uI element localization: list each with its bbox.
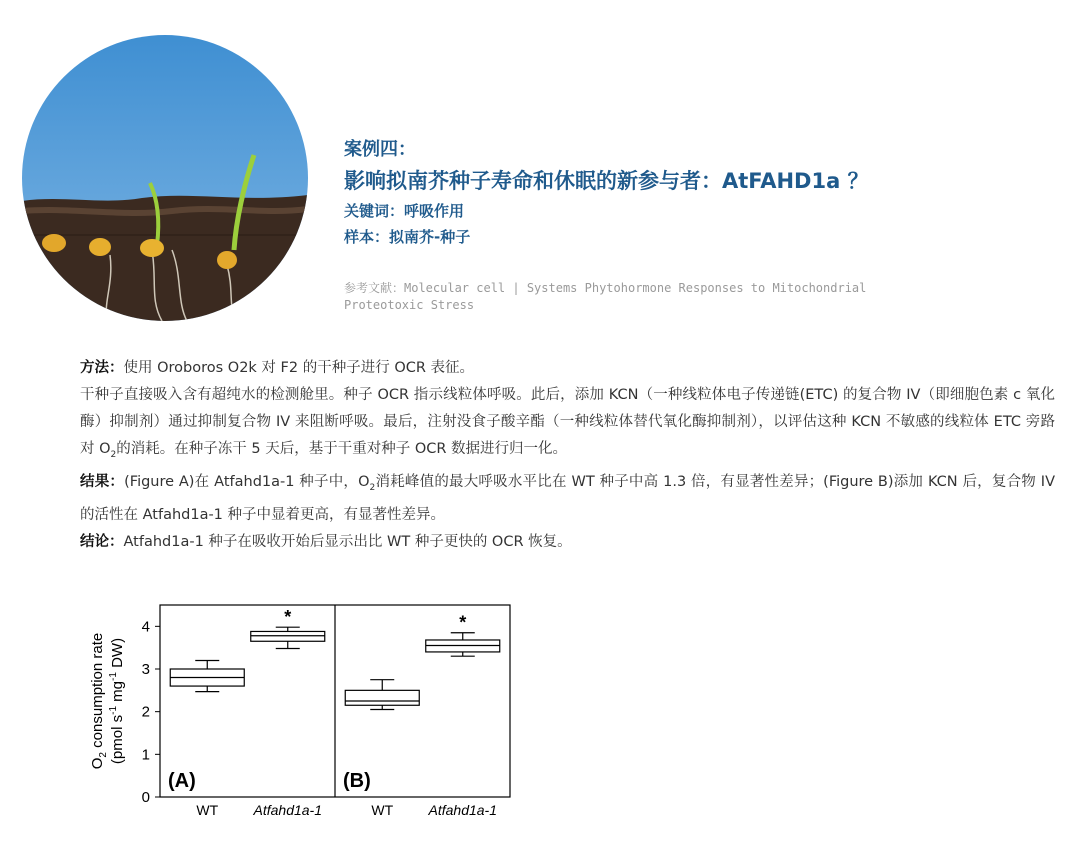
description-text-2: 的消耗。在种子冻干 5 天后，基于干重对种子 OCR 数据进行归一化。 [116, 441, 568, 457]
result-text-2: 消耗峰值的最大呼吸水平比在 WT 种子中高 1.3 倍，有显著性差异；(Figure B)添加 KCN 后，复合物 IV 的活性在 Atfahd1a-1 种子中显着更高，有显著性差异。 [80, 473, 1055, 523]
result-subscript: 2 [369, 482, 376, 493]
sample-label: 样本：拟南芥-种子 [344, 228, 471, 246]
x-tick-label: WT [196, 802, 219, 818]
conclusion-label: 结论： [80, 533, 124, 550]
panel-label: (B) [343, 770, 371, 792]
conclusion-text: Atfahd1a-1 种子在吸收开始后显示出比 WT 种子更快的 OCR 恢复。 [123, 533, 572, 550]
method-label: 方法： [80, 360, 124, 376]
description-subscript: 2 [110, 449, 117, 460]
reference-line-1: 参考文献：Molecular cell | Systems Phytohormone Responses to Mitochondrial [344, 281, 867, 295]
y-tick-label: 1 [141, 746, 150, 764]
y-tick-label: 4 [141, 618, 150, 636]
case-label: 案例四： [344, 139, 416, 160]
article-body [80, 355, 1055, 556]
x-tick-label: WT [371, 802, 394, 818]
box [345, 690, 419, 705]
panel-label: (A) [168, 770, 196, 792]
seedling-photo [22, 35, 308, 321]
result-text: (Figure A)在 Atfahd1a-1 种子中，O [124, 473, 370, 490]
y-axis-label-line-1: $O_2$ consumption rate [89, 632, 109, 770]
y-tick-label: 2 [141, 703, 150, 721]
reference-line-2: Proteotoxic Stress [344, 298, 475, 312]
box [251, 631, 325, 641]
description-text: 干种子直接吸入含有超纯水的检测舱里。种子 OCR 指示线粒体呼吸。此后，添加 KCN（一种线粒体电子传递链(ETC) 的复合物 IV（即细胞色素 c 氧化酶）抑制剂）通过抑制复合物 IV 来阻断呼吸。最后，注射没食子酸辛酯（一种线粒体替代氧化酶抑制剂），以评估这种 KCN 不敏感的线粒体 ETC 旁路对 O [80, 387, 1055, 457]
method-text: 使用 Oroboros O2k 对 F2 的干种子进行 OCR 表征。 [123, 360, 475, 376]
x-tick-label: Atfahd1a-1 [428, 802, 497, 818]
page-title: 影响拟南芥种子寿命和休眠的新参与者：AtFAHD1a ？ [344, 169, 869, 193]
result-label: 结果： [80, 473, 125, 490]
keywords: 关键词：呼吸作用 [344, 202, 465, 220]
method-paragraph [80, 355, 1055, 382]
significance-mark: * [459, 612, 467, 633]
y-tick-label: 3 [141, 661, 150, 678]
reference [344, 280, 964, 314]
x-tick-label: Atfahd1a-1 [253, 802, 322, 818]
o2-consumption-chart [80, 595, 530, 825]
result-paragraph [80, 469, 1055, 529]
conclusion-paragraph [80, 529, 1055, 556]
description-paragraph [80, 382, 1055, 469]
y-tick-label: 0 [141, 789, 150, 806]
significance-mark: * [284, 607, 292, 628]
y-axis-label-line-2: (pmol $s^{-1}$ $mg^{-1}$ DW) [108, 637, 126, 765]
